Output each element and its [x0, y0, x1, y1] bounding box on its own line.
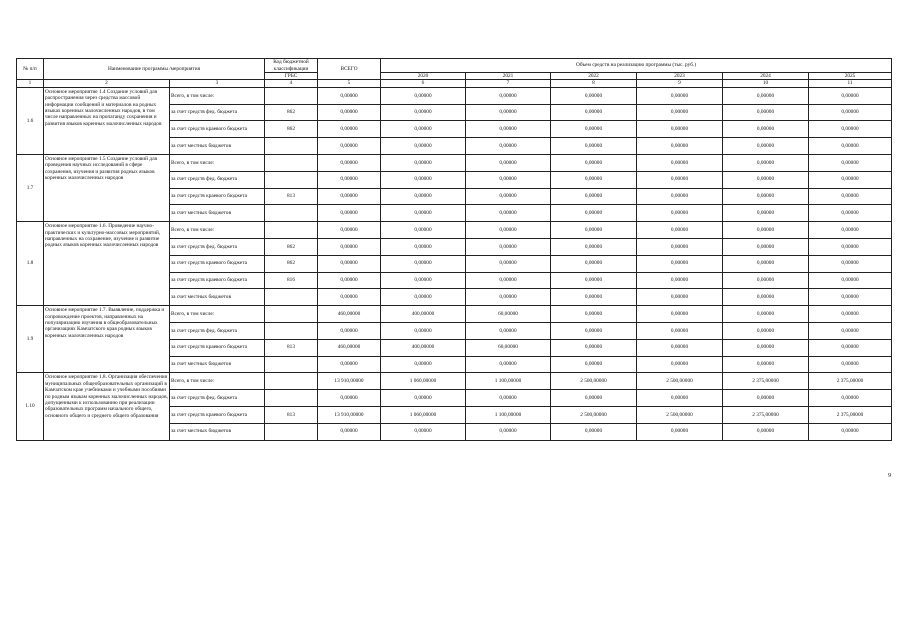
total-value: 0,00000: [318, 138, 381, 155]
year-value: 0,00000: [551, 205, 637, 222]
year-value: 0,00000: [637, 188, 723, 205]
year-value: 0,00000: [637, 423, 723, 440]
header-grbs: ГРБС: [265, 73, 318, 80]
year-value: 0,00000: [381, 171, 466, 188]
year-value: 0,00000: [637, 222, 723, 239]
funding-source: за счет местных бюджетов: [170, 423, 265, 440]
year-value: 2 500,00000: [637, 406, 723, 423]
year-value: 0,00000: [381, 138, 466, 155]
year-value: 0,00000: [381, 104, 466, 121]
grbs-code: 813: [265, 339, 318, 356]
year-value: 0,00000: [723, 188, 809, 205]
grbs-code: 862: [265, 238, 318, 255]
year-value: 0,00000: [466, 423, 551, 440]
year-value: 1 100,00000: [466, 373, 551, 390]
total-value: 0,00000: [318, 255, 381, 272]
total-value: 0,00000: [318, 188, 381, 205]
total-value: 0,00000: [318, 356, 381, 373]
year-value: 0,00000: [637, 121, 723, 138]
total-value: 0,00000: [318, 155, 381, 172]
total-value: 460,00000: [318, 306, 381, 323]
year-value: 400,00000: [381, 306, 466, 323]
total-value: 0,00000: [318, 104, 381, 121]
year-value: 0,00000: [723, 390, 809, 407]
year-value: 0,00000: [466, 138, 551, 155]
funding-source: за счет средств фед. бюджета: [170, 104, 265, 121]
year-value: 0,00000: [466, 205, 551, 222]
total-value: 0,00000: [318, 390, 381, 407]
program-title: Основное мероприятие 1.6. Проведение научно-практических и культурно-массовых мероприятий, направленных на сохранение, изучение и развитие родных языков коренных малочисленных народов: [44, 222, 170, 306]
year-value: 0,00000: [723, 423, 809, 440]
grbs-code: [265, 373, 318, 390]
year-value: 0,00000: [551, 356, 637, 373]
year-value: 0,00000: [723, 289, 809, 306]
year-value: 0,00000: [551, 339, 637, 356]
year-value: 0,00000: [381, 255, 466, 272]
header-year: 2025: [809, 73, 892, 80]
year-value: 0,00000: [723, 205, 809, 222]
funding-source: за счет средств фед. бюджета: [170, 238, 265, 255]
year-value: 0,00000: [809, 255, 892, 272]
year-value: 0,00000: [809, 339, 892, 356]
year-value: 0,00000: [637, 306, 723, 323]
year-value: 0,00000: [466, 171, 551, 188]
table-row: [17, 155, 892, 172]
col-number: 9: [637, 80, 723, 87]
year-value: 2 375,00000: [723, 406, 809, 423]
grbs-code: [265, 322, 318, 339]
year-value: 0,00000: [809, 138, 892, 155]
year-value: 0,00000: [381, 390, 466, 407]
header-year: 2022: [551, 73, 637, 80]
year-value: 0,00000: [723, 339, 809, 356]
year-value: 0,00000: [809, 121, 892, 138]
year-value: 0,00000: [381, 289, 466, 306]
year-value: 0,00000: [466, 188, 551, 205]
funding-source: за счет местных бюджетов: [170, 205, 265, 222]
page-number: 9: [888, 473, 891, 479]
year-value: 0,00000: [551, 104, 637, 121]
year-value: 0,00000: [637, 255, 723, 272]
total-value: 0,00000: [318, 171, 381, 188]
col-number: 1: [17, 80, 44, 87]
table-row: [17, 222, 892, 239]
col-number: 4: [265, 80, 318, 87]
header-kbk: Код бюджетной классификации: [265, 59, 318, 73]
year-value: 0,00000: [637, 272, 723, 289]
year-value: 0,00000: [551, 155, 637, 172]
funding-source: за счет средств краевого бюджета: [170, 121, 265, 138]
col-number: 10: [723, 80, 809, 87]
grbs-code: 862: [265, 104, 318, 121]
year-value: 0,00000: [551, 322, 637, 339]
year-value: 1 060,00000: [381, 406, 466, 423]
year-value: 0,00000: [723, 306, 809, 323]
year-value: 0,00000: [466, 155, 551, 172]
year-value: 0,00000: [466, 238, 551, 255]
year-value: 0,00000: [637, 155, 723, 172]
grbs-code: 813: [265, 188, 318, 205]
year-value: 0,00000: [466, 390, 551, 407]
year-value: 0,00000: [551, 87, 637, 104]
total-value: 0,00000: [318, 272, 381, 289]
year-value: 400,00000: [381, 339, 466, 356]
year-value: 2 375,00000: [723, 373, 809, 390]
header-name: Наименование программы /мероприятия: [44, 59, 265, 80]
year-value: 0,00000: [551, 272, 637, 289]
year-value: 1 060,00000: [381, 373, 466, 390]
year-value: 0,00000: [466, 289, 551, 306]
year-value: 0,00000: [551, 289, 637, 306]
year-value: 0,00000: [723, 121, 809, 138]
col-number: 2: [44, 80, 170, 87]
year-value: 0,00000: [723, 322, 809, 339]
year-value: 0,00000: [551, 423, 637, 440]
year-value: 0,00000: [381, 222, 466, 239]
year-value: 0,00000: [466, 272, 551, 289]
year-value: 0,00000: [381, 238, 466, 255]
header-volume: Объем средств на реализацию программы (тыс. руб.): [381, 59, 892, 73]
header-num: № п/п: [17, 59, 44, 80]
year-value: 0,00000: [809, 306, 892, 323]
program-title: Основное мероприятие 1.8. Организация обеспечения муниципальных общеобразовательных организаций в Камчатском крае учебниками и учебными пособиями по родным языкам коренных малочисленных народов, допущенными к использованию при реализации образовательных программ начального общего, основного общего и среднего общего образования: [44, 373, 170, 440]
total-value: 0,00000: [318, 289, 381, 306]
year-value: 0,00000: [466, 255, 551, 272]
year-value: 0,00000: [809, 222, 892, 239]
row-number: 1.10: [17, 373, 44, 440]
header-total: ВСЕГО: [318, 59, 381, 80]
year-value: 0,00000: [723, 356, 809, 373]
year-value: 2 375,00000: [809, 406, 892, 423]
year-value: 0,00000: [723, 171, 809, 188]
grbs-code: 862: [265, 255, 318, 272]
col-number: 5: [318, 80, 381, 87]
year-value: 2 375,00000: [809, 373, 892, 390]
grbs-code: [265, 390, 318, 407]
grbs-code: [265, 423, 318, 440]
year-value: 0,00000: [551, 306, 637, 323]
year-value: 0,00000: [381, 322, 466, 339]
year-value: 0,00000: [809, 155, 892, 172]
year-value: 0,00000: [551, 121, 637, 138]
year-value: 0,00000: [723, 222, 809, 239]
grbs-code: [265, 138, 318, 155]
funding-source: за счет средств краевого бюджета: [170, 188, 265, 205]
year-value: 0,00000: [466, 104, 551, 121]
year-value: 0,00000: [551, 188, 637, 205]
funding-source: за счет средств краевого бюджета: [170, 406, 265, 423]
header-year: 2021: [466, 73, 551, 80]
year-value: 0,00000: [381, 205, 466, 222]
funding-source: за счет средств фед. бюджета: [170, 322, 265, 339]
funding-source: за счет местных бюджетов: [170, 138, 265, 155]
funding-source: Всего, в том числе:: [170, 306, 265, 323]
year-value: 0,00000: [466, 121, 551, 138]
grbs-code: [265, 87, 318, 104]
total-value: 0,00000: [318, 423, 381, 440]
program-title: Основное мероприятие 1.7. Выявление, поддержка и сопровождение проектов, направленных на популяризацию изучения в общеобразовательных организациях Камчатского края родных языков коренных малочисленных народов: [44, 306, 170, 373]
year-value: 0,00000: [809, 390, 892, 407]
program-title: Основное мероприятие 1.4 Создание условий для распространения через средства массовой информации сообщений и материалов на родных языках коренных малочисленных народов, в том числе направленных на пропаганду сохранения и развития языков коренных малочисленных народов: [44, 87, 170, 154]
year-value: 0,00000: [637, 390, 723, 407]
year-value: 0,00000: [466, 356, 551, 373]
header-year: 2020: [381, 73, 466, 80]
year-value: 0,00000: [466, 87, 551, 104]
table-body: [17, 87, 892, 440]
grbs-code: 813: [265, 406, 318, 423]
year-value: 0,00000: [637, 205, 723, 222]
table-row: [17, 373, 892, 390]
funding-source: Всего, в том числе:: [170, 87, 265, 104]
year-value: 0,00000: [809, 272, 892, 289]
year-value: 0,00000: [809, 356, 892, 373]
year-value: 0,00000: [809, 205, 892, 222]
funding-source: за счет средств фед. бюджета: [170, 390, 265, 407]
year-value: 0,00000: [637, 171, 723, 188]
year-value: 0,00000: [809, 104, 892, 121]
total-value: 0,00000: [318, 87, 381, 104]
funding-source: Всего, в том числе:: [170, 155, 265, 172]
year-value: 2 500,00000: [551, 406, 637, 423]
funding-source: Всего, в том числе:: [170, 222, 265, 239]
year-value: 0,00000: [723, 238, 809, 255]
grbs-code: [265, 289, 318, 306]
header-year: 2024: [723, 73, 809, 80]
total-value: 13 910,00000: [318, 373, 381, 390]
year-value: 0,00000: [637, 289, 723, 306]
year-value: 0,00000: [723, 255, 809, 272]
grbs-code: [265, 356, 318, 373]
year-value: 0,00000: [466, 322, 551, 339]
col-number: 7: [466, 80, 551, 87]
year-value: 0,00000: [637, 238, 723, 255]
year-value: 0,00000: [381, 188, 466, 205]
row-number: 1.8: [17, 222, 44, 306]
funding-source: Всего, в том числе:: [170, 373, 265, 390]
year-value: 0,00000: [381, 356, 466, 373]
year-value: 0,00000: [637, 356, 723, 373]
col-number: 8: [551, 80, 637, 87]
year-value: 0,00000: [809, 188, 892, 205]
year-value: 0,00000: [551, 238, 637, 255]
year-value: 0,00000: [637, 339, 723, 356]
year-value: 60,00000: [466, 306, 551, 323]
total-value: 0,00000: [318, 222, 381, 239]
funding-source: за счет местных бюджетов: [170, 356, 265, 373]
year-value: 0,00000: [637, 87, 723, 104]
year-value: 0,00000: [809, 322, 892, 339]
year-value: 0,00000: [381, 272, 466, 289]
year-value: 0,00000: [551, 390, 637, 407]
row-number: 1.7: [17, 155, 44, 222]
year-value: 0,00000: [466, 222, 551, 239]
grbs-code: [265, 222, 318, 239]
year-value: 2 500,00000: [551, 373, 637, 390]
year-value: 0,00000: [551, 255, 637, 272]
grbs-code: 862: [265, 121, 318, 138]
row-number: 1.6: [17, 87, 44, 154]
funding-source: за счет средств фед. бюджета: [170, 171, 265, 188]
year-value: 0,00000: [381, 87, 466, 104]
col-number: 3: [170, 80, 265, 87]
year-value: 0,00000: [723, 138, 809, 155]
grbs-code: [265, 171, 318, 188]
table-row: [17, 306, 892, 323]
table-row: [17, 87, 892, 104]
year-value: 0,00000: [551, 138, 637, 155]
year-value: 0,00000: [551, 171, 637, 188]
year-value: 0,00000: [809, 87, 892, 104]
year-value: 0,00000: [723, 87, 809, 104]
grbs-code: [265, 205, 318, 222]
col-number: 11: [809, 80, 892, 87]
funding-source: за счет средств краевого бюджета: [170, 255, 265, 272]
total-value: 13 910,00000: [318, 406, 381, 423]
year-value: 0,00000: [637, 138, 723, 155]
year-value: 0,00000: [809, 238, 892, 255]
col-number: 6: [381, 80, 466, 87]
row-number: 1.9: [17, 306, 44, 373]
year-value: 2 500,00000: [637, 373, 723, 390]
year-value: 0,00000: [551, 222, 637, 239]
total-value: 0,00000: [318, 205, 381, 222]
year-value: 1 100,00000: [466, 406, 551, 423]
year-value: 0,00000: [637, 322, 723, 339]
total-value: 460,00000: [318, 339, 381, 356]
year-value: 0,00000: [723, 272, 809, 289]
budget-table-sheet: [16, 58, 891, 441]
year-value: 0,00000: [809, 423, 892, 440]
year-value: 0,00000: [809, 289, 892, 306]
year-value: 0,00000: [637, 104, 723, 121]
funding-source: за счет средств краевого бюджета: [170, 272, 265, 289]
program-title: Основное мероприятие 1.5 Создание условий для проведения научных исследований в сфере сохранения, изучения и развития родных языков коренных малочисленных народов: [44, 155, 170, 222]
year-value: 0,00000: [809, 171, 892, 188]
grbs-code: [265, 155, 318, 172]
funding-source: за счет местных бюджетов: [170, 289, 265, 306]
total-value: 0,00000: [318, 121, 381, 138]
grbs-code: 816: [265, 272, 318, 289]
year-value: 0,00000: [381, 423, 466, 440]
total-value: 0,00000: [318, 322, 381, 339]
year-value: 0,00000: [723, 155, 809, 172]
total-value: 0,00000: [318, 238, 381, 255]
budget-table: [16, 58, 892, 441]
year-value: 0,00000: [381, 155, 466, 172]
year-value: 0,00000: [723, 104, 809, 121]
header-year: 2023: [637, 73, 723, 80]
year-value: 60,00000: [466, 339, 551, 356]
year-value: 0,00000: [381, 121, 466, 138]
funding-source: за счет средств краевого бюджета: [170, 339, 265, 356]
grbs-code: [265, 306, 318, 323]
